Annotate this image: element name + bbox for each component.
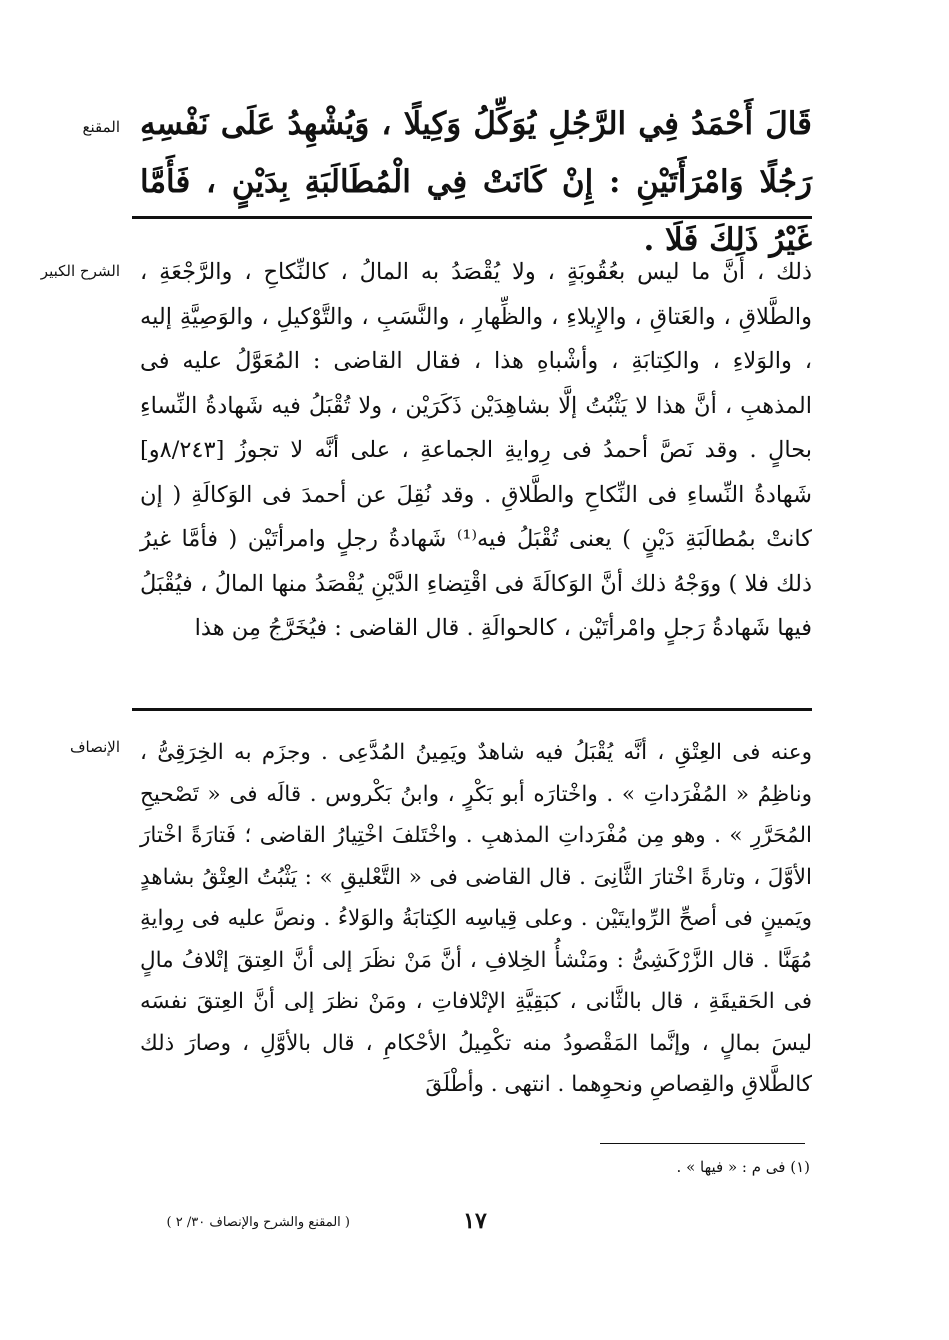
label-insaf: الإنصاف (69, 738, 120, 756)
label-muqni: المقنع (82, 118, 120, 136)
label-sharh: الشرح الكبير (40, 262, 120, 280)
separator-rule-1 (132, 216, 812, 219)
page-number: ١٧ (463, 1208, 487, 1234)
footnote-rule (600, 1143, 805, 1144)
insaf-text: وعنه فى العِتْقِ ، أنَّه يُقْبَلُ فيه شاهدٌ ويَمِينُ المُدَّعِى . وجزَم به الخِرَقِىُّ ، وناظِمُ « المُفْرَداتِ » . واخْتارَه أبو بَكْرٍ ، وابنُ بَكْروس . قالَه فى « تَصْحيحِ المُحَرَّرِ » . وهو مِن مُفْرَداتِ المذهبِ . واخْتَلفَ اخْتِيارُ القاضى ؛ فَتارَةً اخْتارَ الأوَّلَ ، وتارةً اخْتارَ الثَّانِىَ . قال القاضى فى « التَّعْليقِ » : يَثْبُتُ العِتْقُ بشاهدٍ ويَمينٍ فى أصحِّ الرِّوايتَيْن . وعلى قِياسِه الكِتابَةُ والوَلاءُ . ونصَّ عليه فى رِوايةِ مُهَنَّا . قال الزَّرْكَشِىُّ : ومَنْشأُ الخِلافِ ، أنَّ مَنْ نظَرَ إلى أنَّ العِتقَ إتْلافُ مالٍ فى الحَقيقَةِ ، قال بالثَّانى ، كبَقِيَّةِ الإتْلافاتِ ، ومَنْ نظرَ إلى أنَّ العِتقَ نفسَه ليسَ بمالٍ ، وإنَّما المَقْصودُ منه تكْمِيلُ الأحْكامِ ، قال بالأوَّلِ ، وصارَ ذلك كالطَّلاقِ والقِصاصِ ونحوِهما . انتهى . وأطْلَقَ (140, 740, 812, 1097)
sharh-text: ذلك ، أنَّ ما ليس بعُقُوبَةٍ ، ولا يُقْصَدُ به المالُ ، كالنِّكاحِ ، والرَّجْعَةِ ، والطَّلاقِ ، والعَتاقِ ، والإِيلاءِ ، والظِّهارِ ، والنَّسَبِ ، والتَّوْكيلِ ، والوَصِيَّةِ إليه ، والوَلاءِ ، والكِتابَةِ ، وأشْباهِ هذا ، فقال القاضى : المُعَوَّلُ عليه فى المذهبِ ، أنَّ هذا لا يَثْبُتُ إلَّا بشاهِدَيْن ذَكَرَيْن ، ولا تُقْبَلُ فيه شَهادةُ النِّساءِ بحالٍ . وقد نَصَّ أحمدُ فى رِوايةِ الجماعةِ ، على أنَّه لا تجوزُ [٨/٢٤٣و] شَهادةُ النِّساءِ فى النِّكاحِ والطَّلاقِ . وقد نُقِلَ عن أحمدَ فى الوَكالَةِ ( إن كانتْ بمُطالَبَةِ دَيْنٍ ) يعنى تُقْبَلُ فيه⁽¹⁾ شَهادةُ رجلٍ وامرأتَيْن ( فأمَّا غيرُ ذلك فلا ) ووَجْهُ ذلك أنَّ الوَكالَةَ فى اقْتِضاءِ الدَّيْنِ يُقْصَدُ منها المالُ ، فيُقْبَلُ فيها شَهادةُ رَجلٍ وامْرأتَيْن ، كالحوالَةِ . قال القاضى : فيُخَرَّجُ مِن هذا (140, 259, 812, 641)
separator-rule-2 (132, 708, 812, 711)
printer-signature: ( المقنع والشرح والإنصاف ٣٠/ ٢ ) (166, 1215, 350, 1230)
footnote: (١) فى م : « فيها » . (676, 1158, 810, 1176)
muqni-text: قَالَ أَحْمَدُ فِي الرَّجُلِ يُوَكِّلُ وَكِيلًا ، وَيُشْهِدُ عَلَى نَفْسِهِ رَجُلًا وَامْرَأَتَيْنِ : إِنْ كَانَتْ فِي الْمُطَالَبَةِ بِدَيْنٍ ، فَأَمَّا غَيْرُ ذَلِكَ فَلَا . (140, 106, 812, 258)
